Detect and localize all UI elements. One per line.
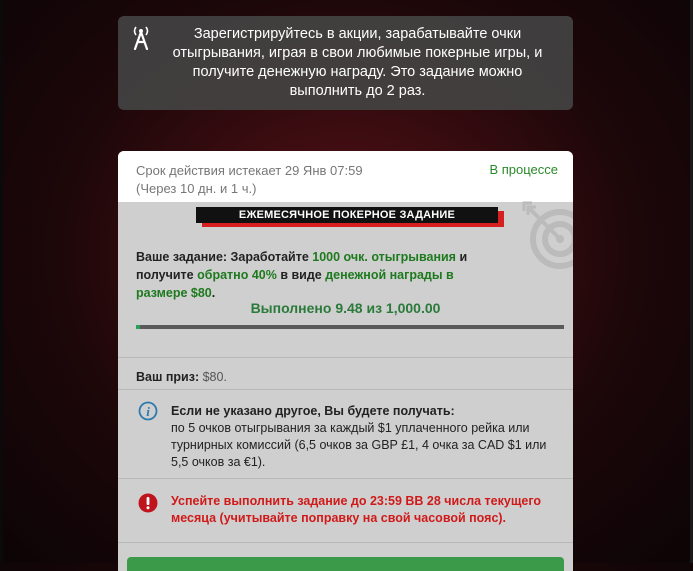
status-badge: В процессе bbox=[489, 162, 558, 177]
expiry-countdown: (Через 10 дн. и 1 ч.) bbox=[136, 181, 257, 196]
points-info bbox=[171, 403, 566, 471]
task-text-1: Заработайте bbox=[227, 250, 313, 264]
action-button[interactable] bbox=[127, 557, 564, 571]
divider bbox=[118, 478, 573, 479]
card-header bbox=[118, 151, 573, 202]
prize-value: $80. bbox=[202, 370, 227, 384]
points-info-body: по 5 очков отыгрывания за каждый $1 уплаченного рейка или турнирных комиссий (6,5 очков за GBP £1, 4 очка за CAD $1 или 5,5 очков за €1). bbox=[171, 421, 547, 469]
task-reward-highlight: денежной награды в размере $80 bbox=[136, 268, 454, 300]
left-edge bbox=[0, 0, 3, 563]
task-percent-highlight: обратно 40% bbox=[197, 268, 277, 282]
task-label: Ваше задание: bbox=[136, 250, 228, 264]
exclamation-icon bbox=[138, 493, 158, 513]
progress-fill bbox=[136, 325, 140, 329]
mission-card bbox=[118, 151, 573, 571]
task-points-highlight: 1000 очк. отыгрывания bbox=[312, 250, 456, 264]
target-arrow-icon bbox=[522, 199, 573, 277]
divider bbox=[118, 357, 573, 358]
expiry-info bbox=[136, 162, 363, 198]
banner-text: Зарегистрируйтесь в акции, зарабатывайте очки отыгрывания, играя в свои любимые покерные игры, и получите денежную награду. Это задание можно выполнить до 2 раз. bbox=[172, 26, 543, 99]
points-info-title: Если не указано другое, Вы будете получать: bbox=[171, 404, 455, 418]
prize-label: Ваш приз: bbox=[136, 370, 200, 384]
svg-text:i: i bbox=[146, 404, 150, 419]
broadcast-tower-icon bbox=[130, 24, 152, 50]
divider bbox=[118, 389, 573, 390]
progress-text: Выполнено 9.48 из 1,000.00 bbox=[250, 300, 441, 316]
prize-row bbox=[136, 370, 227, 384]
info-icon bbox=[138, 401, 158, 421]
task-text-3: в виде bbox=[276, 268, 326, 282]
deadline-warning: Успейте выполнить задание до 23:59 ВВ 28 числа текущего месяца (учитывайте поправку на свой часовой пояс). bbox=[171, 494, 542, 525]
expiry-date: Срок действия истекает 29 Янв 07:59 bbox=[136, 163, 363, 178]
mission-type-tag: ЕЖЕМЕСЯЧНОЕ ПОКЕРНОЕ ЗАДАНИЕ bbox=[196, 207, 498, 223]
divider bbox=[118, 542, 573, 543]
progress-bar bbox=[136, 325, 564, 329]
task-text-end: . bbox=[211, 286, 216, 300]
task-description bbox=[136, 248, 496, 302]
promo-banner bbox=[118, 16, 573, 110]
task-text-2: и получите bbox=[136, 250, 468, 282]
